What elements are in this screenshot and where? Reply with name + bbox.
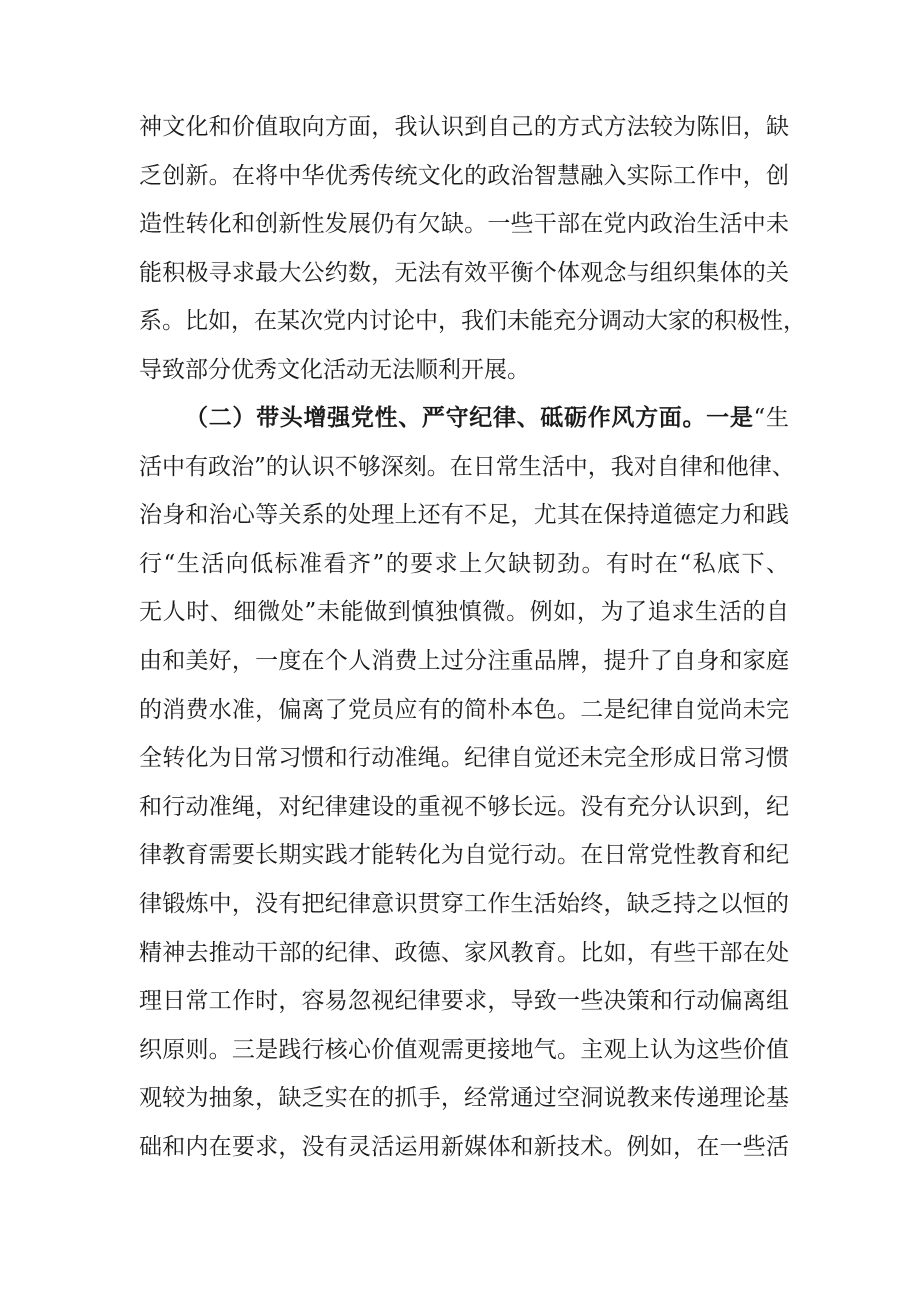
- text-line: 律教育需要长期实践才能转化为自觉行动。在日常党性教育和纪: [139, 842, 789, 869]
- heading-line: [139, 394, 789, 443]
- text-line: 织原则。三是践行核心价值观需更接地气。主观上认为这些价值: [139, 1036, 789, 1063]
- paragraph-culture-values: [139, 103, 806, 395]
- paragraph-party-discipline: [139, 394, 795, 1172]
- text-line: 导致部分优秀文化活动无法顺利开展。: [139, 356, 530, 383]
- text-line: 活中有政治”的认识不够深刻。在日常生活中，我对自律和他律、: [139, 453, 795, 480]
- text-line: 系。比如，在某次党内讨论中，我们未能充分调动大家的积极性，: [139, 308, 806, 335]
- text-line: 神文化和价值取向方面，我认识到自己的方式方法较为陈旧，缺: [139, 114, 789, 140]
- text-line: 精神去推动干部的纪律、政德、家风教育。比如，有些干部在处: [139, 939, 789, 966]
- text-line: 能积极寻求最大公约数，无法有效平衡个体观念与组织集体的关: [139, 259, 789, 286]
- text-line: 观较为抽象，缺乏实在的抓手，经常通过空洞说教来传递理论基: [139, 1085, 789, 1112]
- text-line: 治身和治心等关系的处理上还有不足，尤其在保持道德定力和践: [139, 502, 789, 529]
- text-line: 由和美好，一度在个人消费上过分注重品牌，提升了自身和家庭: [139, 647, 789, 674]
- text-line: 律锻炼中，没有把纪律意识贯穿工作生活始终，缺乏持之以恒的: [139, 890, 789, 917]
- text-line: 无人时、细微处”未能做到慎独慎微。例如，为了追求生活的自: [139, 599, 789, 626]
- text-line: 理日常工作时，容易忽视纪律要求，导致一些决策和行动偏离组: [139, 988, 789, 1015]
- text-line: 和行动准绳，对纪律建设的重视不够长远。没有充分认识到，纪: [139, 793, 789, 820]
- heading-line-rest: “生: [753, 405, 789, 431]
- text-line: 造性转化和创新性发展仍有欠缺。一些干部在党内政治生活中未: [139, 211, 789, 238]
- text-line: 全转化为日常习惯和行动准绳。纪律自觉还未完全形成日常习惯: [139, 745, 789, 772]
- section-heading: （二）带头增强党性、严守纪律、砥砺作风方面。一是: [185, 404, 754, 431]
- text-line: 行“生活向低标准看齐”的要求上欠缺韧劲。有时在“私底下、: [139, 550, 789, 577]
- text-line: 乏创新。在将中华优秀传统文化的政治智慧融入实际工作中，创: [139, 162, 789, 189]
- text-line: 础和内在要求，没有灵活运用新媒体和新技术。例如，在一些活: [139, 1133, 789, 1160]
- text-line: 的消费水准，偏离了党员应有的简朴本色。二是纪律自觉尚未完: [139, 696, 789, 723]
